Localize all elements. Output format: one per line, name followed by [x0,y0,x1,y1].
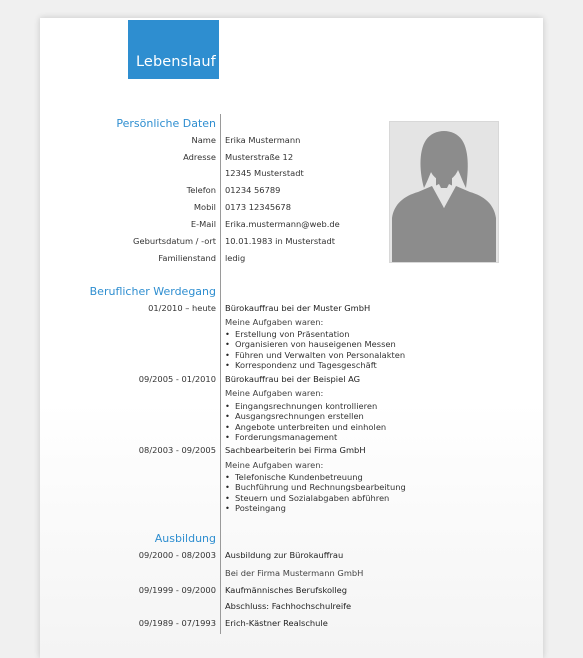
label-address: Adresse [183,152,216,162]
profile-photo [389,121,499,263]
job-position: Bürokauffrau bei der Beispiel AG [225,374,361,384]
education-entry: Erich-Kästner Realschule [225,618,328,628]
person-silhouette-icon [390,122,498,262]
education-period: 09/2000 - 08/2003 [138,550,216,560]
job-position: Bürokauffrau bei der Muster GmbH [225,303,371,313]
cv-title: Lebenslauf [136,54,216,70]
job-task-item: • Angebote unterbreiten und einholen [225,422,386,432]
section-career-heading: Beruflicher Werdegang [89,285,216,298]
job-period: 08/2003 - 09/2005 [138,445,216,455]
job-task-item: • Korrespondenz und Tagesgeschäft [225,360,405,370]
value-email: Erika.mustermann@web.de [225,219,340,229]
job-task-item: • Ausgangsrechnungen erstellen [225,411,386,421]
job-period: 01/2010 – heute [148,303,216,313]
job-position: Sachbearbeiterin bei Firma GmbH [225,445,366,455]
section-education-heading: Ausbildung [154,532,216,545]
value-marital-status: ledig [225,253,246,263]
label-birth: Geburtsdatum / -ort [133,236,216,246]
job-task-item: • Steuern und Sozialabgaben abführen [225,493,406,503]
job-task-item: • Führen und Verwalten von Personalakten [225,350,405,360]
label-email: E-Mail [190,219,216,229]
job-tasks-intro: Meine Aufgaben waren: [225,460,324,470]
job-task-item: • Organisieren von hauseigenen Messen [225,339,405,349]
education-entry: Kaufmännisches Berufskolleg [225,585,348,595]
label-name: Name [191,135,216,145]
title-banner [128,20,219,79]
education-period: 09/1989 - 07/1993 [138,618,216,628]
job-task-list [225,329,405,370]
job-tasks-intro: Meine Aufgaben waren: [225,388,324,398]
job-task-item: • Forderungsmanagement [225,432,386,442]
education-detail: Bei der Firma Mustermann GmbH [225,568,364,578]
job-task-item: • Posteingang [225,503,406,513]
value-phone: 01234 56789 [225,185,281,195]
value-city: 12345 Musterstadt [225,168,304,178]
education-entry: Ausbildung zur Bürokauffrau [225,550,344,560]
job-period: 09/2005 - 01/2010 [138,374,216,384]
divider-line [220,114,221,634]
job-task-item: • Buchführung und Rechnungsbearbeitung [225,482,406,492]
education-detail: Abschluss: Fachhochschulreife [225,601,352,611]
value-name: Erika Mustermann [225,135,301,145]
label-mobile: Mobil [193,202,216,212]
section-personal-heading: Persönliche Daten [116,117,216,130]
job-task-list [225,472,406,513]
job-task-item: • Eingangsrechnungen kontrollieren [225,401,386,411]
value-mobile: 0173 12345678 [225,202,291,212]
value-street: Musterstraße 12 [225,152,294,162]
label-marital-status: Familienstand [158,253,216,263]
job-task-item: • Erstellung von Präsentation [225,329,405,339]
value-birth: 10.01.1983 in Musterstadt [225,236,336,246]
job-task-list [225,401,386,442]
label-phone: Telefon [186,185,216,195]
job-task-item: • Telefonische Kundenbetreuung [225,472,406,482]
job-tasks-intro: Meine Aufgaben waren: [225,317,324,327]
education-period: 09/1999 - 09/2000 [138,585,216,595]
